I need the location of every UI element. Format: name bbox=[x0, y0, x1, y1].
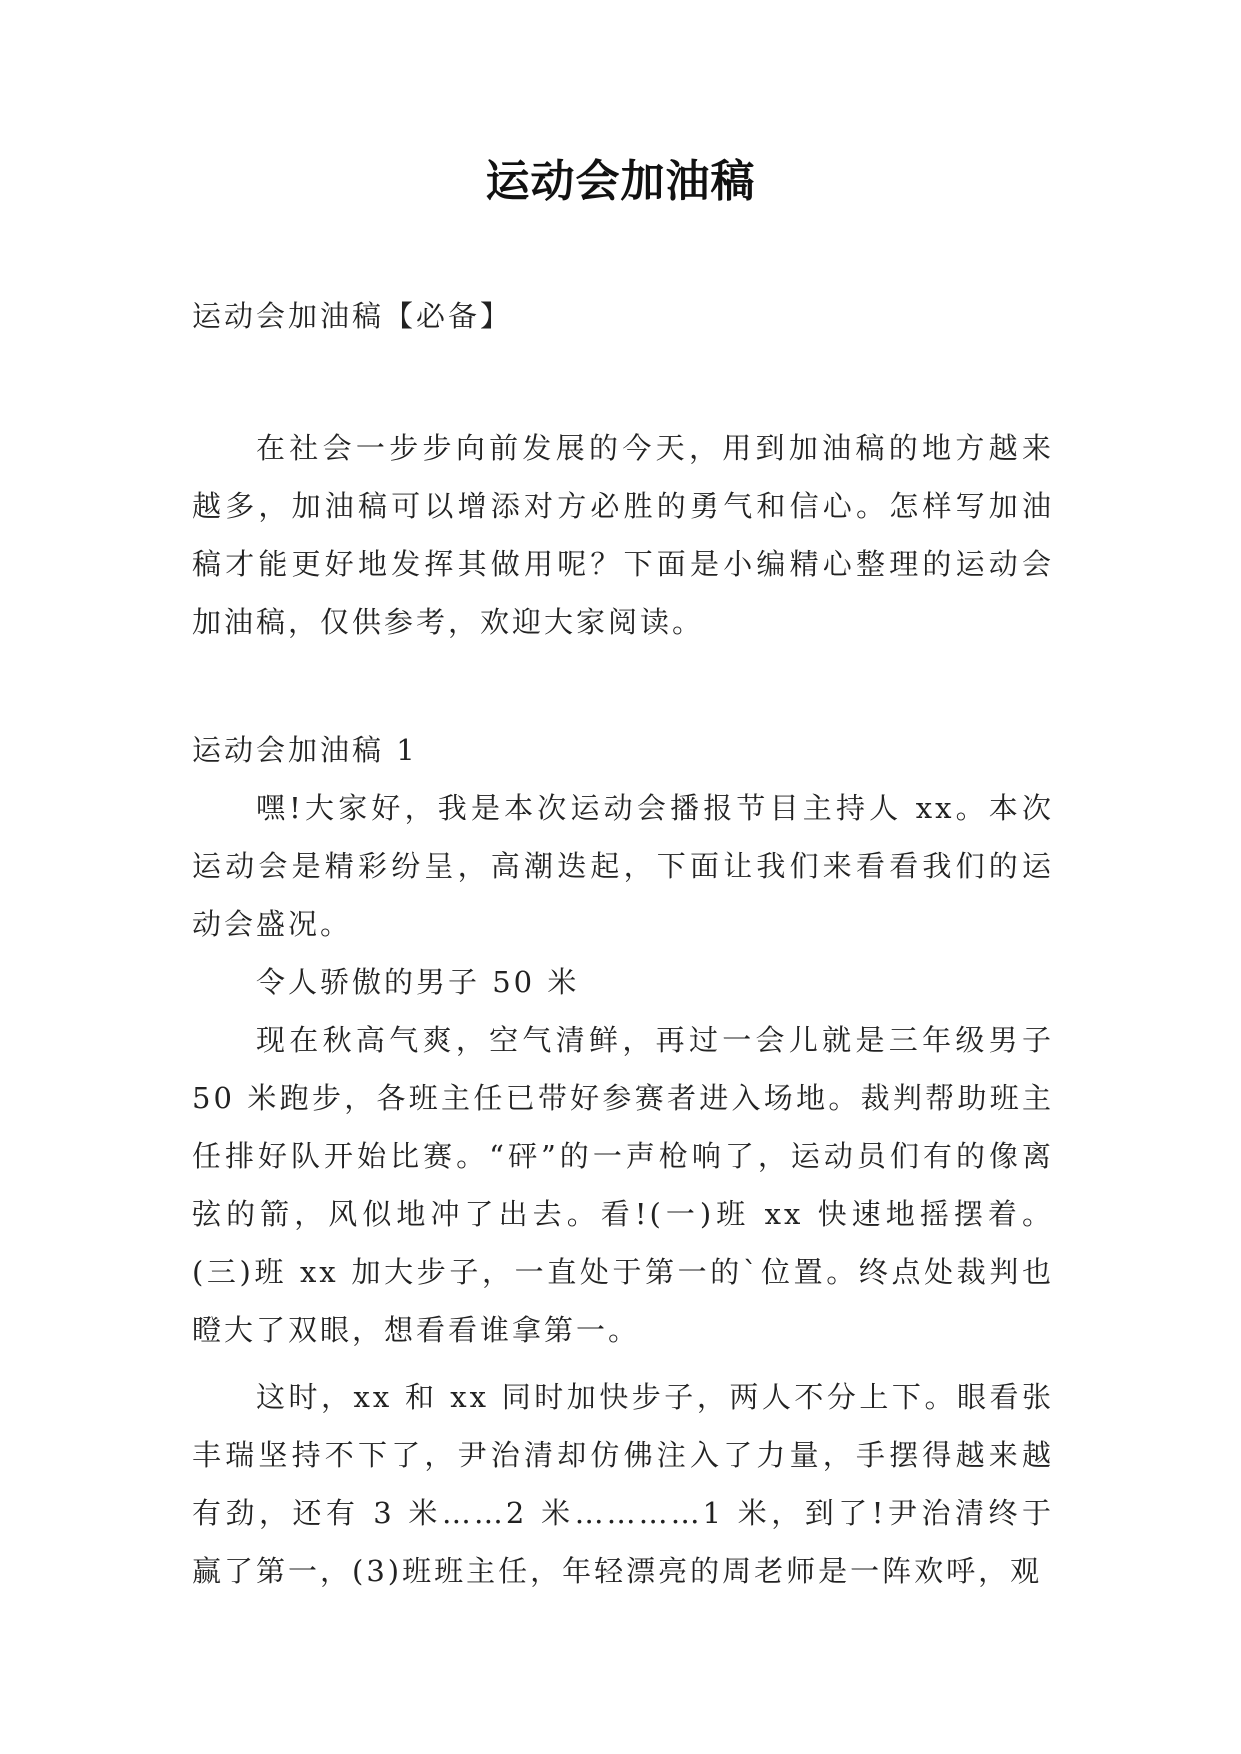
intro-paragraph: 在社会一步步向前发展的今天，用到加油稿的地方越来越多，加油稿可以增添对方必胜的勇气和信心。怎样写加油稿才能更好地发挥其做用呢？下面是小编精心整理的运动会加油稿，仅供参考，欢迎大家阅读。 bbox=[192, 431, 1054, 639]
spacer bbox=[192, 651, 1054, 721]
body-paragraph: 这时，xx 和 xx 同时加快步子，两人不分上下。眼看张丰瑞坚持不下了，尹治清却仿佛注入了力量，手摆得越来越有劲，还有 3 米……2 米…………1 米，到了!尹治清终于赢了第一，(3)班班主任，年轻漂亮的周老师是一阵欢呼，观 bbox=[192, 1380, 1054, 1588]
document-subtitle: 运动会加油稿【必备】 bbox=[192, 299, 513, 333]
spacer bbox=[192, 345, 1054, 419]
document-body bbox=[192, 287, 1054, 1600]
body-paragraph: 嘿!大家好，我是本次运动会播报节目主持人 xx。本次运动会是精彩纷呈，高潮迭起，下面让我们来看看我们的运动会盛况。 bbox=[192, 791, 1054, 941]
document-title: 运动会加油稿 bbox=[485, 156, 756, 207]
body-paragraph: 现在秋高气爽，空气清鲜，再过一会儿就是三年级男子 50 米跑步，各班主任已带好参赛者进入场地。裁判帮助班主任排好队开始比赛。“砰”的一声枪响了，运动员们有的像离弦的箭，风似地冲了出去。看!(一)班 xx 快速地摇摆着。(三)班 xx 加大步子，一直处于第一的`位置。终点处裁判也瞪大了双眼，想看看谁拿第一。 bbox=[192, 1023, 1054, 1347]
spacer bbox=[192, 1359, 1054, 1368]
section-heading: 运动会加油稿 1 bbox=[192, 733, 418, 767]
body-subheading: 令人骄傲的男子 50 米 bbox=[256, 965, 580, 999]
